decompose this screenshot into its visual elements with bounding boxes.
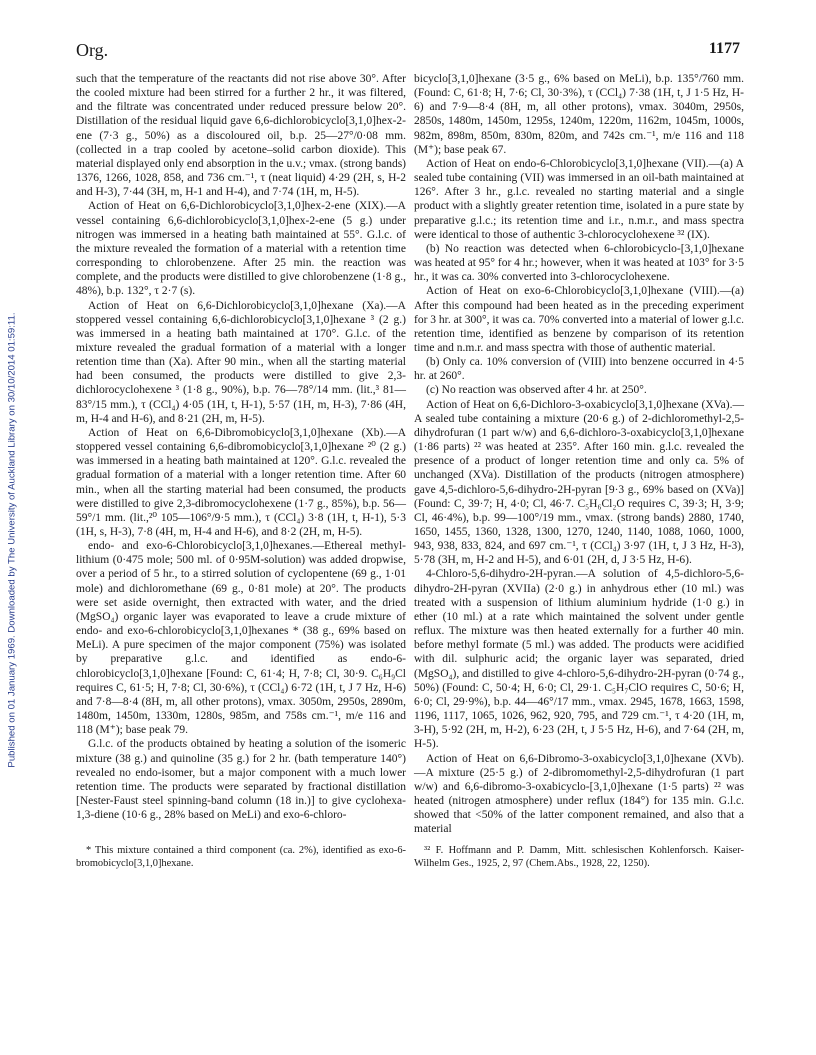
paragraph: (b) Only ca. 10% conversion of (VIII) into benzene occurred in 4·5 hr. at 260°. [414, 356, 744, 383]
page-number: 1177 [708, 40, 740, 57]
journal-section: Org. [76, 40, 109, 60]
sidebar [0, 0, 24, 1055]
paragraph: G.l.c. of the products obtained by heating a solution of the isomeric mixture (38 g.) and quinoline (35 g.) for 2 hr. (bath temperature 140°) revealed no endo-isomer, but a major component with a much lower retention time. The products were separated by fractional distillation [Nester-Faust steel spinning-band column (18 in.)] to give cyclohexa-1,3-diene (10·6 g., 28% based on MeLi) and exo-6-chloro- [76, 738, 406, 822]
paragraph: bicyclo[3,1,0]hexane (3·5 g., 6% based on MeLi), b.p. 135°/760 mm. (Found: C, 61·8; H, 7·6; Cl, 30·3%), τ (CCl₄) 7·38 (1H, t, J 1·5 Hz, H-6) and 7·9—8·4 (8H, m, all other protons), νmax. 3040m, 2950s, 2850s, 1480m, 1450m, 1295s, 1240m, 1220m, 1162m, 1045m, 1000s, 982m, 898m, 850m, 830m, 820m, and 742s cm.⁻¹, m/e 116 and 118 (M⁺); base peak 67. [414, 73, 744, 156]
paragraph: Action of Heat on 6,6-Dichlorobicyclo[3,1,0]hex-2-ene (XIX).—A vessel containing 6,6-dichlorobicyclo[3,1,0]hex-2-ene (5 g.) under nitrogen was immersed in a heating bath maintained at 55°. G.l.c. of the mixture revealed the formation of a material with a retention time corresponding to chlorobenzene. After 25 min. the reaction was complete, and the products were distilled to give chlorobenzene (1·8 g., 48%), b.p. 132°, τ 2·7 (s). [76, 200, 406, 298]
footnote: ³² F. Hoffmann and P. Damm, Mitt. schlesischen Kohlenforsch. Kaiser-Wilhelm Ges., 1925, 2, 97 (Chem.Abs., 1928, 22, 1250). [414, 845, 744, 870]
paragraph: endo- and exo-6-Chlorobicyclo[3,1,0]hexanes.—Ethereal methyl-lithium (0·475 mole; 500 ml. of 0·95M-solution) was added dropwise, over a period of 5 hr., to a stirred solution of cyclopentene (69 g., 1·01 mole) and dichloromethane (69 g., 0·81 mole) at 20°. The products were set aside overnight, then extracted with water, and the dried (MgSO₄) organic layer was evaporated to leave a crude mixture of endo- and exo-6-chlorobicyclo[3,1,0]hexanes * (38 g., 69% based on MeLi). A pure specimen of the major component (75%) was isolated by preparative g.l.c. and identified as endo-6-chlorobicyclo[3,1,0]hexane [Found: C, 61·4; H, 7·8; Cl, 30·9. C₆H₉Cl requires C, 61·5; H, 7·8; Cl, 30·6%), τ (CCl₄) 6·72 (1H, t, J 7 Hz, H-6) and 7·8—8·4 (8H, m, all other protons), νmax. 3050m, 2950s, 2890m, 1480m, 1450m, 1330m, 1280s, 985m, and 758s cm.⁻¹, m/e 116 and 118 (M⁺); base peak 79. [76, 540, 406, 737]
left-column [76, 72, 406, 822]
footnotes-right [414, 844, 744, 870]
paragraph: such that the temperature of the reactants did not rise above 30°. After the cooled mixture had been stirred for a further 2 hr., it was filtered, and the filtrate was concentrated under reduced pressure below 20°. Distillation of the residual liquid gave 6,6-dichlorobicyclo[3,1,0]hex-2-ene (7·3 g., 50%) as a discoloured oil, b.p. 25—27°/0·08 mm. (collected in a trap cooled by acetone–solid carbon dioxide). This material displayed only end absorption in the u.v.; νmax. (strong bands) 1376, 1266, 1028, 858, and 736 cm.⁻¹, τ (neat liquid) 4·29 (2H, s, H-2 and H-3), 7·44 (3H, m, H-1 and H-4), and 7·74 (1H, m, H-5). [76, 73, 406, 199]
footnotes-left [76, 844, 406, 870]
running-head [76, 40, 740, 62]
paragraph: Action of Heat on endo-6-Chlorobicyclo[3,1,0]hexane (VII).—(a) A sealed tube containing (VII) was immersed in an oil-bath maintained at 126°. After 3 hr., g.l.c. revealed no starting material and a single product with a slightly greater retention time, isolated in a pure state by preparative g.l.c.; its retention time and i.r., n.m.r., and mass spectra were identical to those of authentic 3-chlorocyclohexene ³² (IX). [414, 157, 744, 241]
paragraph: Action of Heat on exo-6-Chlorobicyclo[3,1,0]hexane (VIII).—(a) After this compound had been heated as in the preceding experiment for 3 hr. at 300°, it was ca. 70% converted into a material of lower g.l.c. retention time, identified as benzene by comparison of its retention time and n.m.r. and mass spectra with those of authentic material. [414, 285, 745, 354]
paragraph: (c) No reaction was observed after 4 hr. at 250°. [426, 384, 647, 397]
right-column [414, 72, 744, 836]
paragraph: Action of Heat on 6,6-Dichloro-3-oxabicyclo[3,1,0]hexane (XVa).—A sealed tube containing a mixture (20·6 g.) of 2-dichloromethyl-2,5-dihydrofuran (1 part w/w) and 6,6-dichloro-3-oxabicyclo[3,1,0]hexane (1·86 parts) ²² was heated at 235°. After 160 min. g.l.c. revealed the presence of a product of longer retention time and only ca. 5% of unchanged (XVa). Distillation of the products (nitrogen atmosphere) gave 4,5-dichloro-5,6-dihydro-2H-pyran [9·3 g., 69% based on (XVa)] (Found: C, 39·7; H, 4·0; Cl, 46·7. C₅H₆Cl₂O requires C, 39·3; H, 3·9; Cl, 46·4%), b.p. 99—100°/19 mm., νmax. (strong bands) 2880, 1740, 1650, 1455, 1360, 1328, 1300, 1270, 1240, 1140, 1088, 1060, 1000, 943, 938, 833, 824, and 697 cm.⁻¹, τ (CCl₄) 3·97 (1H, t, J 3 Hz, H-3), 5·78 (3H, m, H-2 and H-5), and 6·01 (2H, d, J 3·5 Hz, H-6). [414, 398, 744, 567]
footnote: * This mixture contained a third component (ca. 2%), identified as exo-6-bromobicyclo[3,1,0]hexane. [76, 845, 406, 870]
paragraph: Action of Heat on 6,6-Dichlorobicyclo[3,1,0]hexane (Xa).—A stoppered vessel containing 6,6-dichlorobicyclo[3,1,0]hexane ³ (2 g.) was immersed in a heating bath maintained at 170°. G.l.c. of the mixture revealed the gradual formation of a material with a longer retention time than (Xa). After 90 min., when all the starting material had been consumed, the products were distilled to give 2,3-dichlorocyclohexene ³ (1·8 g., 90%), b.p. 76—78°/14 mm. (lit.,³ 81—83°/15 mm.), τ (CCl₄) 4·05 (1H, t, H-1), 5·57 (1H, m, H-3), 7·86 (4H, m, H-4 and H-6), and 8·21 (2H, m, H-5). [76, 299, 406, 425]
paragraph: 4-Chloro-5,6-dihydro-2H-pyran.—A solution of 4,5-dichloro-5,6-dihydro-2H-pyran (XVIIa) (2·0 g.) in anhydrous ether (10 ml.) was treated with a suspension of lithium aluminium hydride (1·0 g.) in ether (10 ml.) at a rate which maintained the solvent under gentle reflux. The mixture was then heated externally for a further 40 min. before methyl formate (5 ml.) was added. The products were acidified with dil. sulphuric acid; the organic layer was separated, dried (MgSO₄), and distilled to give 4-chloro-5,6-dihydro-2H-pyran (0·74 g., 50%) (Found: C, 50·4; H, 6·0; Cl, 29·1. C₅H₇ClO requires C, 50·6; H, 6·0; Cl, 29·9%), b.p. 44—46°/17 mm., νmax. 2945, 1678, 1663, 1598, 1196, 1117, 1065, 1026, 962, 920, 795, and 729 cm.⁻¹, τ 4·20 (1H, m, 3-H), 5·92 (2H, m, H-2), 6·23 (2H, t, J 5·5 Hz, H-6), and 7·64 (2H, m, H-5). [414, 568, 744, 751]
paragraph: (b) No reaction was detected when 6-chlorobicyclo-[3,1,0]hexane was heated at 95° for 4 hr.; however, when it was heated at 103° for 3·5 hr., it was ca. 30% converted into 3-chlorocyclohexene. [414, 242, 744, 284]
paragraph: Action of Heat on 6,6-Dibromobicyclo[3,1,0]hexane (Xb).—A stoppered vessel containing 6,6-dibromobicyclo[3,1,0]hexane ²⁰ (2 g.) was immersed in a heating bath maintained at 120°. G.l.c. revealed the gradual formation of a material with a longer retention time. After 60 min., when all the starting material had been consumed, the products were distilled to give 2,3-dibromocyclohexene (1·7 g., 85%), b.p. 56—59°/1 mm. (lit.,²⁰ 105—106°/9·5 mm.), τ (CCl₄) 3·8 (1H, t, H-1), 5·3 (1H, s, H-3), 7·8 (4H, m, H-4 and H-6), and 8·2 (2H, m, H-5). [76, 426, 406, 538]
paragraph: Action of Heat on 6,6-Dibromo-3-oxabicyclo[3,1,0]hexane (XVb).—A mixture (25·5 g.) of 2-dibromomethyl-2,5-dihydrofuran (1 part w/w) and 6,6-dibromo-3-oxabicyclo-[3,1,0]hexane (1·5 parts) ²² was heated (nitrogen atmosphere) under reflux (184°) for 135 min. G.l.c. showed that <50% of the latter component remained, and also that a material [414, 752, 744, 836]
publication-notice[interactable]: Published on 01 January 1969. Downloaded by The University of Auckland Library on 30/10/2014 01:59:11. [6, 312, 18, 768]
